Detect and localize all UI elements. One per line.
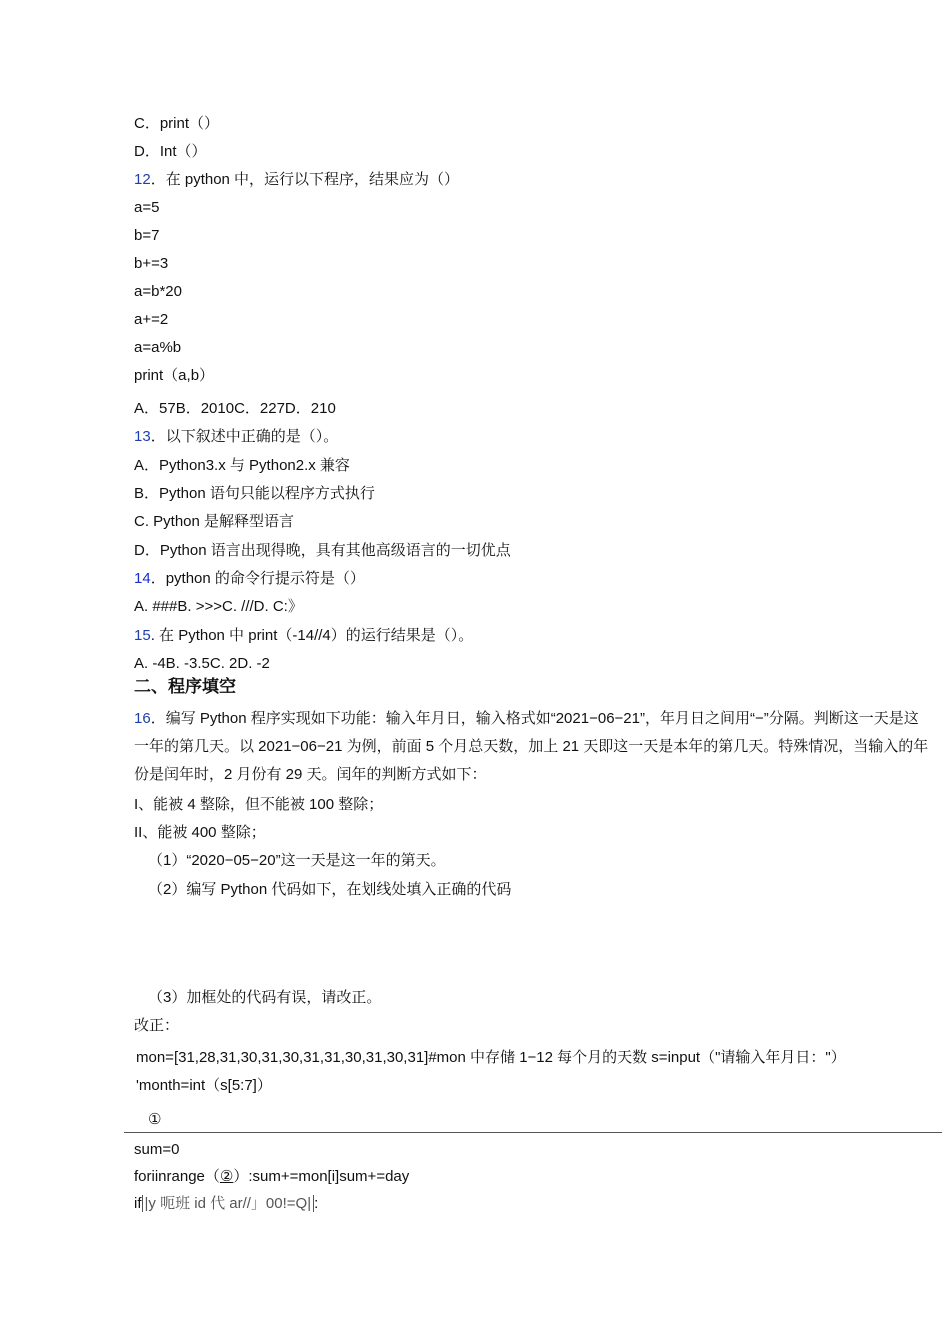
section-heading: 二、程序填空: [134, 677, 236, 696]
code-line: [134, 1194, 318, 1214]
subquestion-2: （2）编写 Python 代码如下，在划线处填入正确的代码: [148, 881, 512, 898]
code-fragment: :: [314, 1195, 319, 1212]
boxed-error-code: |y 呃班 id 代 ar//」00!=Q|: [142, 1195, 315, 1212]
code-line: sum=0: [134, 1141, 180, 1158]
leap-rule-2: II、能被 400 整除；: [134, 824, 266, 841]
question-stem: ．python 的命令行提示符是（）: [150, 570, 365, 587]
question-number: 14: [134, 570, 151, 587]
code-line: b=7: [134, 227, 160, 244]
answer-option: D．Python 语言出现得晚，具有其他高级语言的一切优点: [134, 542, 511, 559]
answer-options: A. ###B. >>>C. ///D. C:》: [134, 598, 303, 615]
code-line: a=5: [134, 199, 160, 216]
answer-options: A．57B．2010C．227D．210: [134, 400, 336, 417]
code-fragment: ）:sum+=mon[i]sum+=day: [233, 1168, 410, 1185]
q11-option-d: D．Int（）: [134, 143, 207, 160]
blank-marker-2: ②: [219, 1168, 234, 1185]
subquestion-3: （3）加框处的代码有误，请改正。: [148, 989, 382, 1006]
code-fragment: if: [134, 1195, 142, 1212]
question-13: [134, 427, 338, 447]
question-14: [134, 569, 365, 589]
q11-option-c: C．print（）: [134, 115, 220, 132]
question-number: 12: [134, 171, 151, 188]
code-line: a=a%b: [134, 339, 182, 356]
question-stem: . 在 Python 中 print（-14//4）的运行结果是（）。: [150, 627, 474, 644]
code-line: a=b*20: [134, 283, 182, 300]
answer-option: A．Python3.x 与 Python2.x 兼容: [134, 457, 350, 474]
code-fragment: foriinrange（: [134, 1168, 220, 1185]
code-line: 'month=int（s[5:7]）: [136, 1077, 272, 1094]
correction-label: 改正：: [134, 1017, 180, 1034]
blank-marker-1: ①: [148, 1111, 162, 1128]
subquestion-1: （1）“2020−05−20”这一天是这一年的第天。: [148, 852, 446, 869]
question-number: 16: [134, 710, 151, 727]
answer-options: A. -4B. -3.5C. 2D. -2: [134, 655, 270, 672]
question-16-stem: [134, 705, 932, 789]
answer-option: B．Python 语句只能以程序方式执行: [134, 485, 375, 502]
answer-blank-line: [124, 1132, 942, 1133]
question-15: [134, 626, 473, 646]
leap-rule-1: I、能被 4 整除，但不能被 100 整除；: [134, 796, 384, 813]
question-stem: ．编写 Python 程序实现如下功能：输入年月日，输入格式如“2021−06−21”，年月日之间用“−”分隔。判断这一天是这一年的第几天。以 2021−06−21 为例，前面 5 个月总天数，加上 21 天即这一天是本年的第几天。特殊情况，当输入的年份是闰年时，2 月份有 29 天。闰年的判断方式如下：: [134, 710, 929, 783]
code-line: a+=2: [134, 311, 169, 328]
code-line: b+=3: [134, 255, 169, 272]
question-stem: ．在 python 中，运行以下程序，结果应为（）: [150, 171, 460, 188]
code-line: print（a,b）: [134, 367, 215, 384]
code-line: [134, 1167, 409, 1187]
question-number: 13: [134, 428, 151, 445]
question-number: 15: [134, 627, 151, 644]
code-line: mon=[31,28,31,30,31,30,31,31,30,31,30,31]#mon 中存储 1−12 每个月的天数 s=input（"请输入年月日："）: [136, 1049, 846, 1066]
question-12: [134, 170, 459, 190]
answer-option: C. Python 是解释型语言: [134, 513, 295, 530]
question-stem: ．以下叙述中正确的是（）。: [150, 428, 339, 445]
